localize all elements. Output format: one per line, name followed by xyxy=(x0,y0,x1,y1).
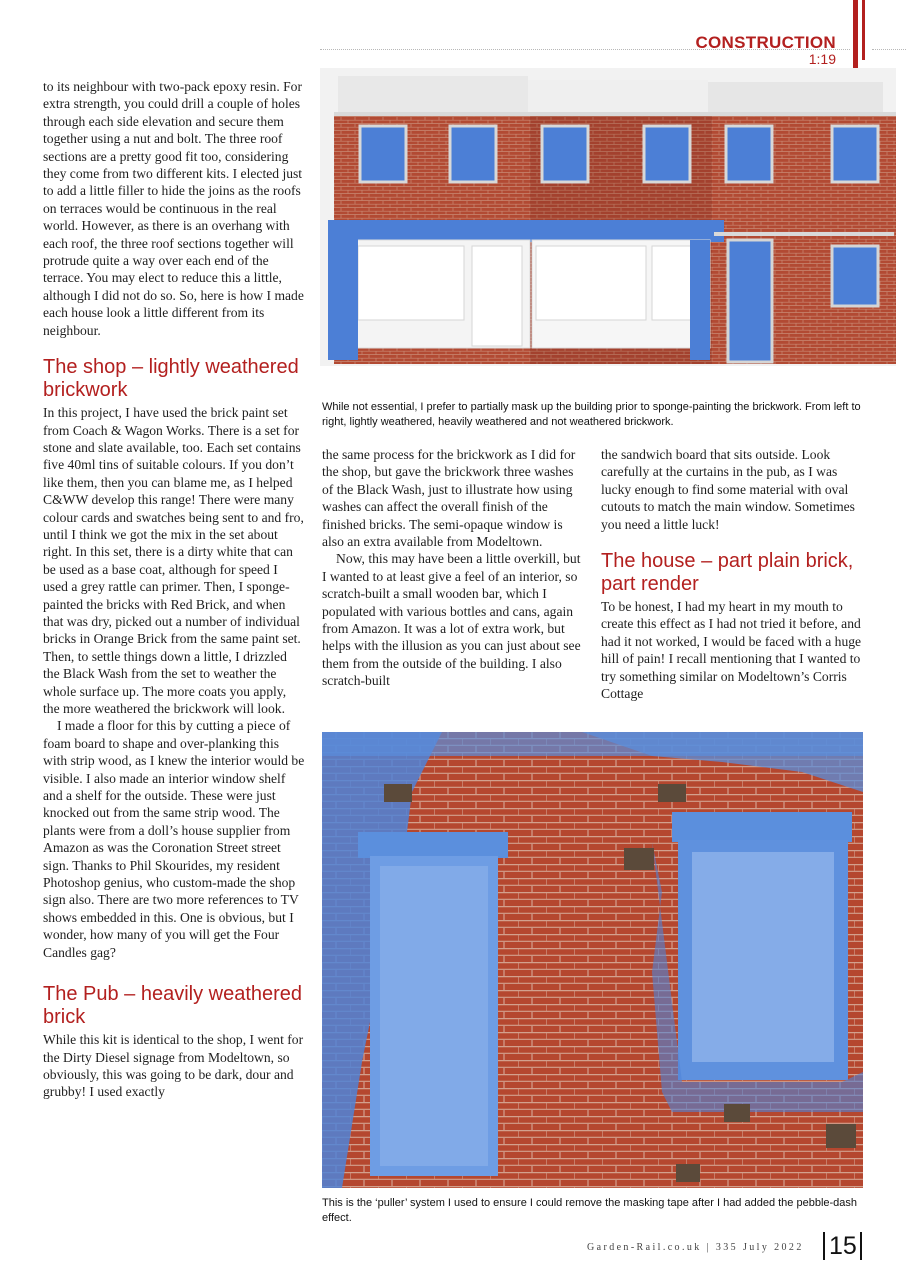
header-accent-bars xyxy=(853,0,869,78)
scale-label: 1:19 xyxy=(808,51,836,67)
bottom-figure-caption: This is the ‘puller’ system I used to ensure I could remove the masking tape after I had added the pebble-dash effect. xyxy=(322,1197,858,1224)
house-heading: The house – part plain brick, part render xyxy=(601,550,854,596)
column-1 xyxy=(43,78,305,1101)
house-paragraph-1: To be honest, I had my heart in my mouth to create this effect as I had not tried it before, and had it not worked, I would be faced with a huge hill of pain! I recall mentioning that I wanted to try something similar on Modeltown’s Corris Cottage xyxy=(601,599,862,702)
shop-paragraph-1: In this project, I have used the brick paint set from Coach & Wagon Works. There is a set for stone and slate available, too. Each set contains five 40ml tins of suitable colours. If you don’t like them, then you can blame me, as I helped C&WW develop this range! There were many colour cards and swatches being sent to and fro, until I think we got the mix in the set about right. In this set, there is a dirty white that can be used as a base coat, although for speed I used a grey rattle can primer. Then, I sponge-painted the bricks with Red Brick, and when that was dry, picked out a number of individual bricks in Orange Brick from the same paint set. Then, to settle things down a little, I drizzled the Black Wash from the set to weather the whole surface up. The more coats you apply, the more weathered the brickwork will look. xyxy=(43,405,304,716)
pub-paragraph-4: the sandwich board that sits outside. Look carefully at the curtains in the pub, as I was lucky enough to find some material with oval cutouts to match the main window. Sometimes you need a little luck! xyxy=(601,447,855,532)
pub-paragraph-3: Now, this may have been a little overkill, but I wanted to at least give a feel of an interior, so scratch-built a small wooden bar, which I populated with various bottles and cans, again from Amazon. It was a lot of extra work, but helps with the illusion as you can just about see them from the outside of the building. I also scratch-built xyxy=(322,551,581,689)
figure-masking-photo xyxy=(322,732,863,1188)
pub-heading: The Pub – heavily weathered brick xyxy=(43,983,303,1029)
pub-paragraph-1: While this kit is identical to the shop, I went for the Dirty Diesel signage from Modeltown, so obviously, this was going to be dark, dour and grubby! I used exactly xyxy=(43,1032,304,1100)
footer-folio: Garden-Rail.co.uk | 335 July 2022 xyxy=(587,1242,804,1253)
pub-paragraph-2: the same process for the brickwork as I did for the shop, but gave the brickwork three washes of the Black Wash, just to illustrate how using washes can affect the overall finish of the finished bricks. The semi-opaque window is also an extra available from Modeltown. xyxy=(322,447,576,550)
column-2 xyxy=(322,446,582,690)
terrace-buildings-illustration xyxy=(320,68,896,366)
column-3 xyxy=(601,446,865,702)
page-number-divider-right xyxy=(860,1232,862,1260)
page-number-divider-left xyxy=(823,1232,825,1260)
shop-heading: The shop – lightly weathered brickwork xyxy=(43,356,299,402)
figure-terrace-photo xyxy=(320,68,896,366)
page-number: 15 xyxy=(829,1232,857,1260)
intro-paragraph: to its neighbour with two-pack epoxy resin. For extra strength, you could drill a couple of holes through each side elevation and secure them together using a nut and bolt. The three roof sections are a pretty good fit too, considering they come from two different kits. I elected just to add a little filler to hide the joins as the roofs on terraces would be continuous in the real world. However, as there is an overhang with each roof, the three roof sections together will protrude quite a way over each end of the terrace. You may elect to reduce this a little, although I did not do so. So, here is how I made each house look a little different from its neighbour. xyxy=(43,79,304,338)
top-figure-caption: While not essential, I prefer to partially mask up the building prior to sponge-painting the brickwork. From left to right, lightly weathered, heavily weathered and not weathered brickwork. xyxy=(322,401,861,428)
section-title: CONSTRUCTION xyxy=(695,33,836,52)
masked-brickwork-illustration xyxy=(322,732,863,1188)
header-rule-right xyxy=(872,49,906,50)
shop-paragraph-2: I made a floor for this by cutting a piece of foam board to shape and over-planking this with strip wood, as I knew the interior would be visible. I also made an interior window shelf and a shelf for the outside. These were just knocked out from the same strip wood. The plants were from a doll’s house supplier from Amazon as was the Coronation Street street sign. Thanks to Phil Skourides, my resident Photoshop genius, who custom-made the shop sign also. There are two more references to TV shows embedded in this. One is obvious, but I wonder, how many of you will get the Four Candles gag? xyxy=(43,718,305,960)
